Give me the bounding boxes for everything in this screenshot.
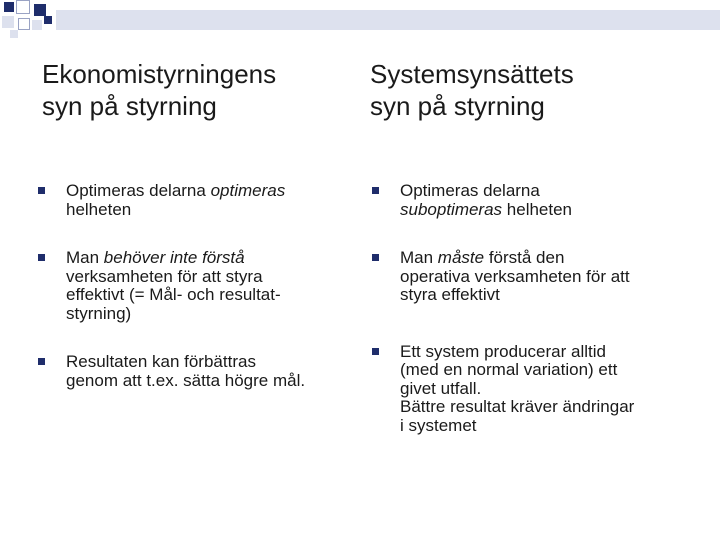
left-column [38,182,358,390]
left-heading [42,58,276,122]
item-line: suboptimeras helheten [400,199,573,219]
item-line: verksamheten för att styra [66,266,263,286]
list-item [372,343,712,436]
list-item [38,249,358,323]
right-column [372,182,712,435]
bullet-icon [372,254,379,261]
item-line: operativa verksamheten för att [400,266,630,286]
deco-square [18,18,30,30]
bullet-icon [38,358,45,365]
deco-square [16,0,30,14]
deco-square [44,16,52,24]
list-item [372,249,712,305]
right-heading [370,58,574,122]
item-line: styrning) [66,303,132,323]
item-line: Optimeras delarna [400,181,540,200]
deco-square [10,30,18,38]
left-heading-line-1: Ekonomistyrningens [42,59,277,89]
item-line: Man måste förstå den [400,248,565,267]
list-item [372,182,712,219]
header-decoration [0,0,720,40]
item-line: Ett system producerar alltid [400,341,606,361]
right-heading-line-2: syn på styrning [370,91,545,121]
deco-square [4,2,14,12]
deco-square [2,16,14,28]
item-line: genom att t.ex. sätta högre mål. [66,370,306,390]
bullet-icon [372,348,379,355]
deco-square [32,20,42,30]
bullet-icon [38,187,45,194]
right-heading-line-1: Systemsynsättets [370,59,574,89]
item-line: Bättre resultat kräver ändringar [400,397,635,416]
item-line: effektivt (= Mål- och resultat- [66,285,281,304]
bullet-icon [372,187,379,194]
item-line: styra effektivt [400,285,500,304]
item-line: Resultaten kan förbättras [66,352,256,371]
list-item [38,353,358,390]
list-item [38,182,358,219]
left-heading-line-2: syn på styrning [42,91,217,121]
item-line: helheten [66,199,132,219]
item-line: givet utfall. [400,378,482,398]
header-bar [56,10,720,30]
item-line: i systemet [400,415,477,435]
item-line: Optimeras delarna optimeras [66,181,286,200]
deco-square [34,4,46,16]
bullet-icon [38,254,45,261]
item-line: (med en normal variation) ett [400,360,618,379]
item-line: Man behöver inte förstå [66,248,245,267]
